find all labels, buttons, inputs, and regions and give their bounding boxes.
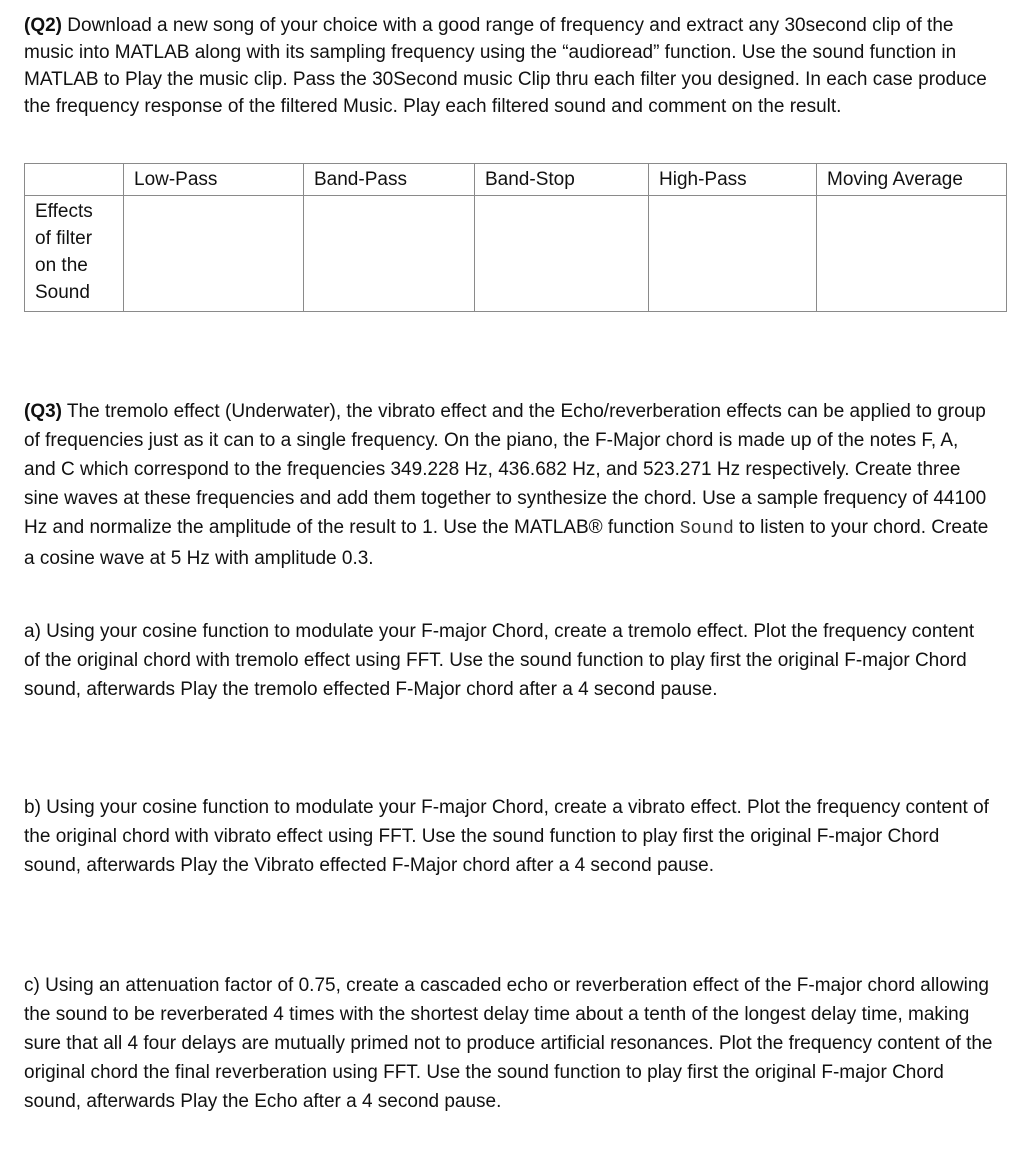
question-3-part-b: b) Using your cosine function to modulate your F-major Chord, create a vibrato effect. Plot the frequency content of the original chord with vibrato effect using FFT. Use the sound function to play first the original F-major Chord sound, afterwards Play the Vibrato effected F-Major chord after a 4 second pause. — [24, 797, 989, 876]
cell-moving-average — [817, 196, 1007, 312]
question-2-text: Download a new song of your choice with a good range of frequency and extract any 30second clip of the music into MATLAB along with its sampling frequency using the “audioread” function. Use the sound function in MATLAB to Play the music clip. Pass the 30Second music Clip thru each filter you designed. In each case produce the frequency response of the filtered Music. Play each filtered sound and comment on the result. — [24, 15, 987, 117]
question-3-text-2: to listen to your chord. Create a cosine wave at 5 Hz with amplitude 0.3. — [24, 517, 989, 569]
cell-high-pass — [649, 196, 817, 312]
row-label-line: of filter — [35, 228, 93, 249]
question-2-label: (Q2) — [24, 15, 62, 36]
table-corner-cell — [25, 164, 124, 196]
header-band-stop: Band-Stop — [475, 164, 649, 196]
row-label-line: on the — [35, 255, 88, 276]
sound-function-code: Sound — [679, 519, 734, 539]
question-3-label: (Q3) — [24, 401, 62, 422]
cell-low-pass — [124, 196, 304, 312]
table-header-row — [25, 164, 1007, 196]
cell-band-stop — [475, 196, 649, 312]
header-band-pass: Band-Pass — [304, 164, 475, 196]
cell-band-pass — [304, 196, 475, 312]
question-2 — [24, 12, 994, 120]
question-3-part-c: c) Using an attenuation factor of 0.75, create a cascaded echo or reverberation effect of the F-major chord allowing the sound to be reverberated 4 times with the shortest delay time about a tenth of the longest delay time, making sure that all 4 four delays are mutually primed not to produce artificial resonances. Plot the frequency content of the original chord the final reverberation using FFT. Use the sound function to play first the original F-major Chord sound, afterwards Play the Echo after a 4 second pause. — [24, 975, 993, 1112]
header-low-pass: Low-Pass — [124, 164, 304, 196]
row-label-line: Effects — [35, 201, 93, 222]
question-3-text-1: The tremolo effect (Underwater), the vibrato effect and the Echo/reverberation effects can be applied to group of frequencies just as it can to a single frequency. On the piano, the F-Major chord is made up of the notes F, A, and C which correspond to the frequencies 349.228 Hz, 436.682 Hz, and 523.271 Hz respectively. Create three sine waves at these frequencies and add them together to synthesize the chord. Use a sample frequency of 44100 Hz and normalize the amplitude of the result to 1. Use the MATLAB® function — [24, 401, 987, 538]
header-high-pass: High-Pass — [649, 164, 817, 196]
table-row — [25, 196, 1007, 312]
filter-effects-table — [24, 163, 1007, 312]
question-3-part-a: a) Using your cosine function to modulate your F-major Chord, create a tremolo effect. Plot the frequency content of the original chord with tremolo effect using FFT. Use the sound function to play first the original F-major Chord sound, afterwards Play the tremolo effected F-Major chord after a 4 second pause. — [24, 621, 975, 700]
row-label-effects — [25, 196, 124, 312]
row-label-line: Sound — [35, 282, 90, 303]
question-3 — [24, 397, 994, 573]
header-moving-average: Moving Average — [817, 164, 1007, 196]
